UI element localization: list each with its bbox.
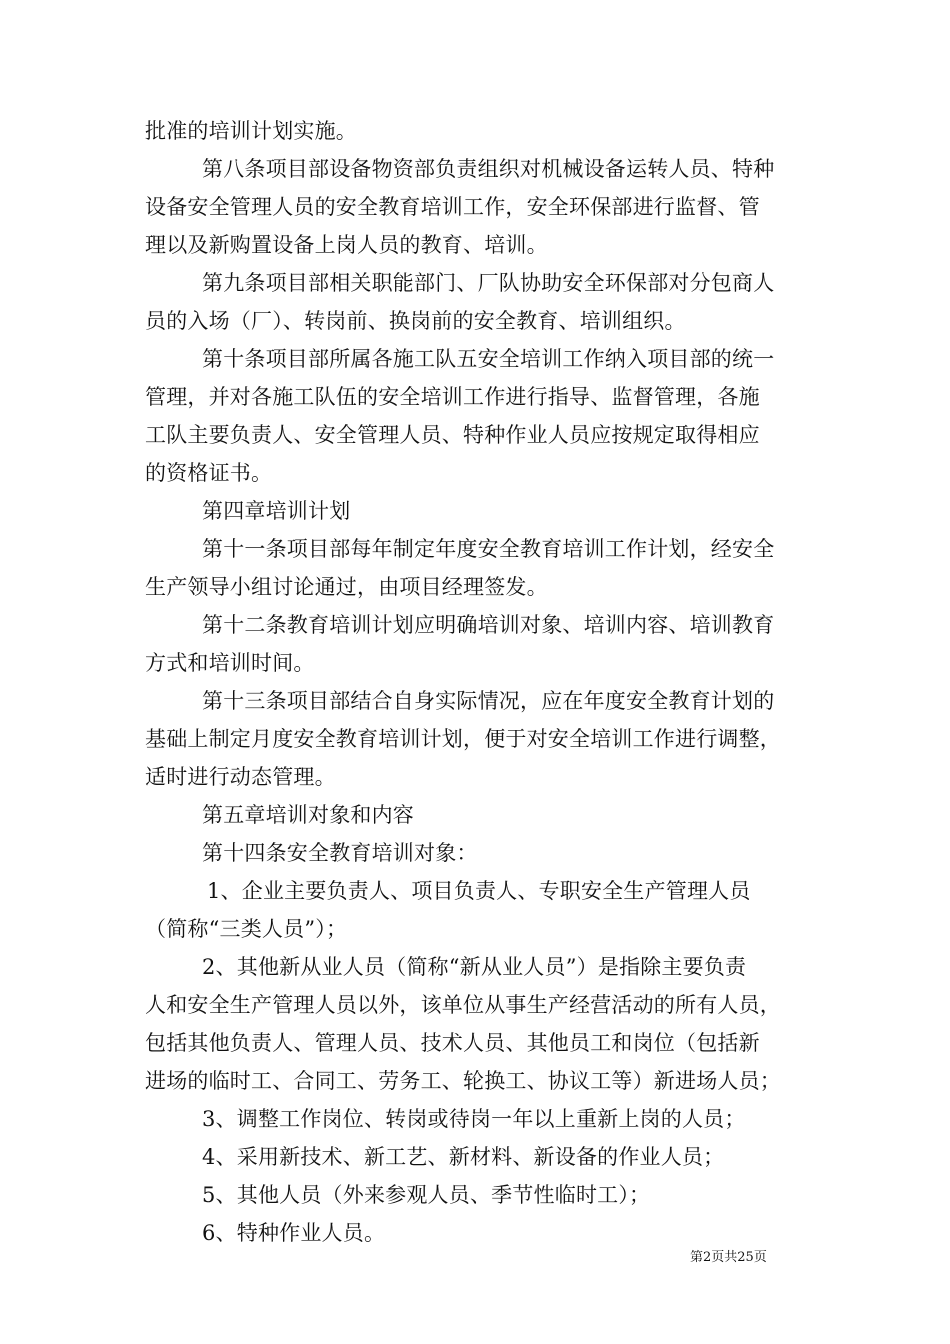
chapter-heading: 第五章培训对象和内容	[202, 803, 414, 827]
list-item: 6、特种作业人员。	[202, 1221, 386, 1245]
text-line: 第九条项目部相关职能部门、厂队协助安全环保部对分包商人	[202, 271, 775, 295]
text-line: 进场的临时工、合同工、劳务工、轮换工、协议工等）新进场人员；	[145, 1069, 781, 1093]
body-text	[145, 112, 810, 1252]
text-line: 管理，并对各施工队伍的安全培训工作进行指导、监督管理，各施	[145, 385, 760, 409]
text-line: 工队主要负责人、安全管理人员、特种作业人员应按规定取得相应	[145, 423, 760, 447]
text-line: 生产领导小组讨论通过，由项目经理签发。	[145, 575, 548, 599]
text-line: 第八条项目部设备物资部负责组织对机械设备运转人员、特种	[202, 157, 775, 181]
text-line: 方式和培训时间。	[145, 651, 315, 675]
chapter-heading: 第四章培训计划	[202, 499, 351, 523]
list-item: 4、采用新技术、新工艺、新材料、新设备的作业人员；	[202, 1145, 725, 1169]
text-line: 第十二条教育培训计划应明确培训对象、培训内容、培训教育	[202, 613, 775, 637]
text-line: 适时进行动态管理。	[145, 765, 336, 789]
text-line: 第十三条项目部结合自身实际情况，应在年度安全教育计划的	[202, 689, 775, 713]
text-line: （简称“三类人员”）；	[145, 917, 348, 941]
text-line: 包括其他负责人、管理人员、技术人员、其他员工和岗位（包括新	[145, 1031, 760, 1055]
text-line: 第十一条项目部每年制定年度安全教育培训工作计划，经安全	[202, 537, 775, 561]
text-line: 人和安全生产管理人员以外，该单位从事生产经营活动的所有人员，	[145, 993, 781, 1017]
text-line: 第十四条安全教育培训对象：	[202, 841, 478, 865]
text-line: 第十条项目部所属各施工队五安全培训工作纳入项目部的统一	[202, 347, 775, 371]
text-line: 基础上制定月度安全教育培训计划，便于对安全培训工作进行调整，	[145, 727, 781, 751]
text-line: 批准的培训计划实施。	[145, 119, 357, 143]
text-line: 员的入场（厂）、转岗前、换岗前的安全教育、培训组织。	[145, 309, 686, 333]
text-line: 设备安全管理人员的安全教育培训工作，安全环保部进行监督、管	[145, 195, 760, 219]
list-item: 3、调整工作岗位、转岗或待岗一年以上重新上岗的人员；	[202, 1107, 746, 1131]
page-number-footer: 第2页共25页	[690, 1250, 767, 1265]
list-item: 1、企业主要负责人、项目负责人、专职安全生产管理人员	[207, 879, 751, 903]
list-item: 5、其他人员（外来参观人员、季节性临时工）；	[202, 1183, 651, 1207]
text-line: 理以及新购置设备上岗人员的教育、培训。	[145, 233, 548, 257]
list-item: 2、其他新从业人员（简称“新从业人员”）是指除主要负责	[202, 955, 747, 979]
text-line: 的资格证书。	[145, 461, 273, 485]
